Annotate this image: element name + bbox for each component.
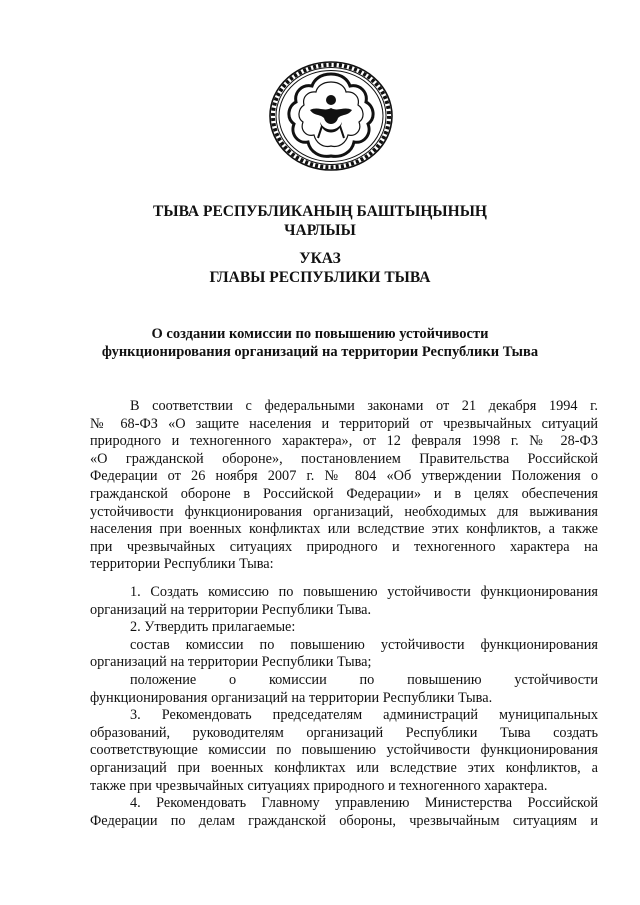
item-line: также при чрезвычайных ситуациях природного и техногенного характера. — [90, 777, 548, 794]
russian-header — [0, 249, 640, 287]
item-line: положение о комиссии по повышению устойчивости — [130, 671, 598, 688]
preamble-paragraph — [90, 398, 598, 574]
preamble-line: «О гражданской обороне», постановлением Правительства Российской — [90, 450, 598, 467]
tuvan-title-line1: ТЫВА РЕСПУБЛИКАНЫҢ БАШТЫҢЫНЫҢ — [153, 203, 487, 220]
decree-title-line2: функционирования организаций на территории Республики Тыва — [101, 344, 539, 360]
russian-title-line2: ГЛАВЫ РЕСПУБЛИКИ ТЫВА — [209, 269, 431, 286]
russian-title-line1: УКАЗ — [299, 250, 341, 267]
tuvan-header — [0, 202, 640, 240]
preamble-line: гражданской обороне в Российской Федерации» и в целях обеспечения — [90, 485, 598, 502]
item-line: 1. Создать комиссию по повышению устойчивости функционирования — [130, 584, 598, 600]
tuvan-title-line2: ЧАРЛЫЫ — [284, 222, 356, 239]
item-line: Федерации по делам гражданской обороны, чрезвычайным ситуациям и — [90, 812, 598, 829]
preamble-line: № 68-ФЗ «О защите населения и территорий от чрезвычайных ситуаций — [90, 415, 598, 432]
decree-title — [0, 325, 640, 361]
item-line: соответствующие комиссии по повышению устойчивости функционирования — [90, 742, 598, 759]
preamble-line: населения при военных конфликтах или вследствие этих конфликтов, а также — [90, 521, 598, 538]
republic-of-tuva-emblem-icon — [268, 60, 394, 172]
item-line: 2. Утвердить прилагаемые: — [130, 619, 296, 636]
item-line: 3. Рекомендовать председателям администраций муниципальных — [130, 707, 598, 724]
item-line: организаций при военных конфликтах или вследствие этих конфликтов, а — [90, 759, 598, 776]
preamble-line: территории Республики Тыва: — [90, 556, 274, 573]
item-line: функционирования организаций на территории Республики Тыва. — [90, 689, 493, 706]
preamble-line: природного и техногенного характера», от 12 февраля 1998 г. № 28-ФЗ — [90, 433, 598, 450]
item-line: организаций на территории Республики Тыва; — [90, 654, 372, 671]
decree-title-line1: О создании комиссии по повышению устойчивости — [151, 326, 489, 342]
item-line: организаций на территории Республики Тыва. — [90, 601, 372, 618]
preamble-line: В соответствии с федеральными законами от 21 декабря 1994 г. — [130, 398, 598, 414]
preamble-line: устойчивости функционирования организаций, необходимых для выживания — [90, 503, 598, 520]
preamble-line: при чрезвычайных ситуациях природного и техногенного характера на — [90, 538, 598, 555]
decree-items — [90, 584, 598, 830]
item-line: состав комиссии по повышению устойчивости функционирования — [130, 636, 598, 653]
item-line: образований, руководителям организаций Республики Тыва создать — [90, 724, 598, 741]
item-line: 4. Рекомендовать Главному управлению Министерства Российской — [130, 795, 598, 812]
preamble-line: Федерации от 26 ноября 2007 г. № 804 «Об утверждении Положения о — [90, 468, 598, 485]
